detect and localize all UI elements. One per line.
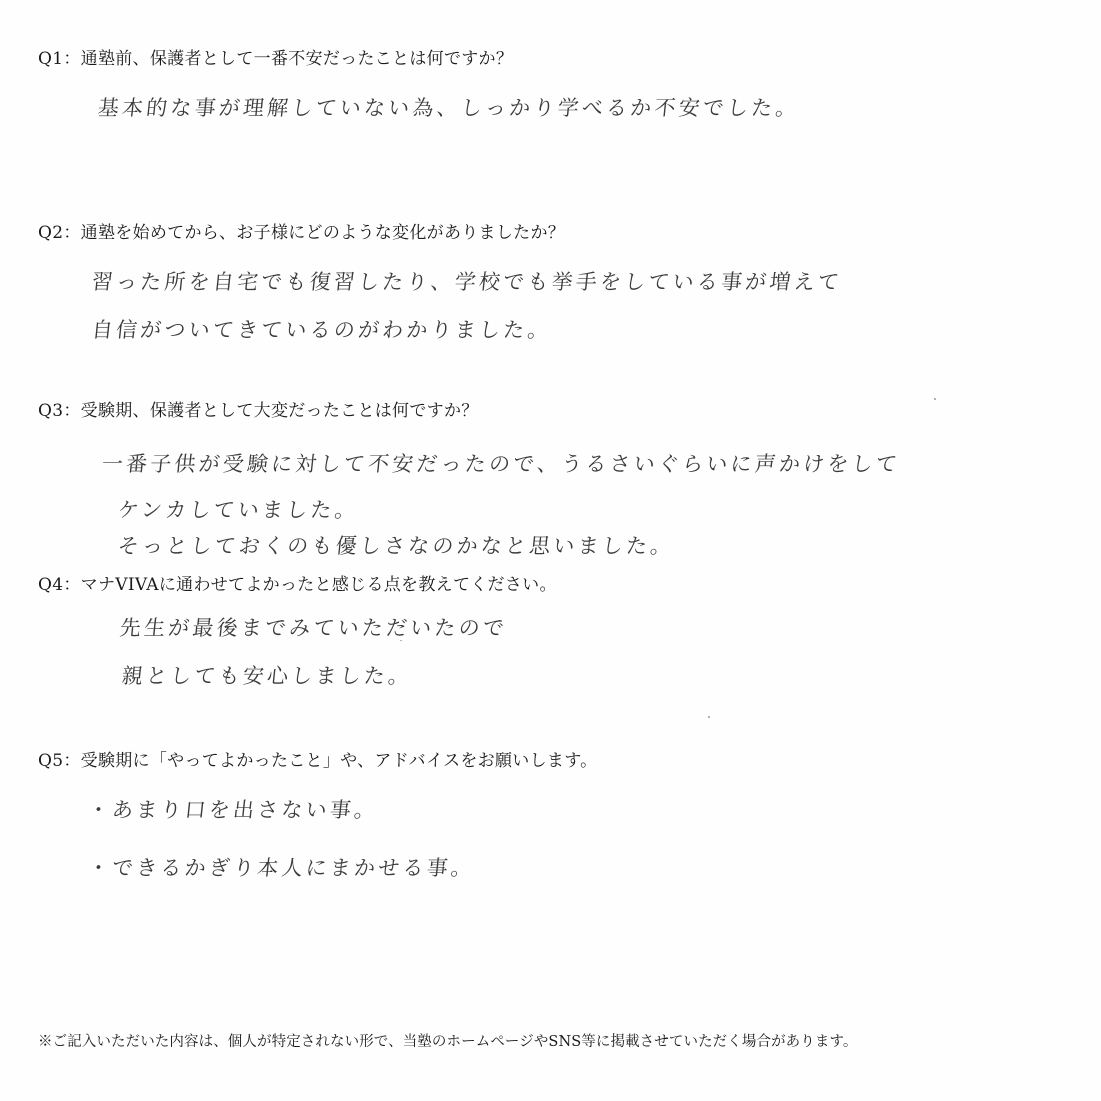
question-2: Q2：通塾を始めてから、お子様にどのような変化がありましたか？ — [38, 223, 566, 243]
scan-speck — [934, 398, 936, 400]
answer-4-line-2: 親としても安心しました。 — [120, 664, 414, 688]
scan-speck — [708, 716, 710, 718]
question-3: Q3：受験期、保護者として大変だったことは何ですか？ — [38, 401, 479, 421]
answer-4-line-1: 先生が最後までみていただいたので — [118, 616, 509, 640]
answer-5-line-1: ・あまり口を出さない事。 — [86, 798, 380, 822]
answer-1-line-1: 基本的な事が理解していない為、しっかり学べるか不安でした。 — [96, 96, 801, 120]
question-4: Q4：マナVIVAに通わせてよかったと感じる点を教えてください。 — [38, 575, 557, 595]
scan-speck — [400, 640, 402, 641]
answer-3-line-3: そっとしておくのも優しさなのかなと思いました。 — [116, 534, 676, 558]
answer-5-line-2: ・できるかぎり本人にまかせる事。 — [86, 856, 477, 880]
answer-2-line-1: 習った所を自宅でも復習したり、学校でも挙手をしている事が増えて — [90, 270, 844, 294]
answer-3-line-2: ケンカしていました。 — [116, 498, 361, 522]
footer-note: ※ご記入いただいた内容は、個人が特定されない形で、当塾のホームページやSNS等に掲載させていただく場合があります。 — [38, 1034, 858, 1050]
answer-2-line-2: 自信がついてきているのがわかりました。 — [90, 318, 553, 342]
answer-3-line-1: 一番子供が受験に対して不安だったので、うるさいぐらいに声かけをして — [100, 452, 902, 476]
question-1: Q1：通塾前、保護者として一番不安だったことは何ですか？ — [38, 49, 514, 69]
question-5: Q5：受験期に「やってよかったこと」や、アドバイスをお願いします。 — [38, 751, 598, 771]
